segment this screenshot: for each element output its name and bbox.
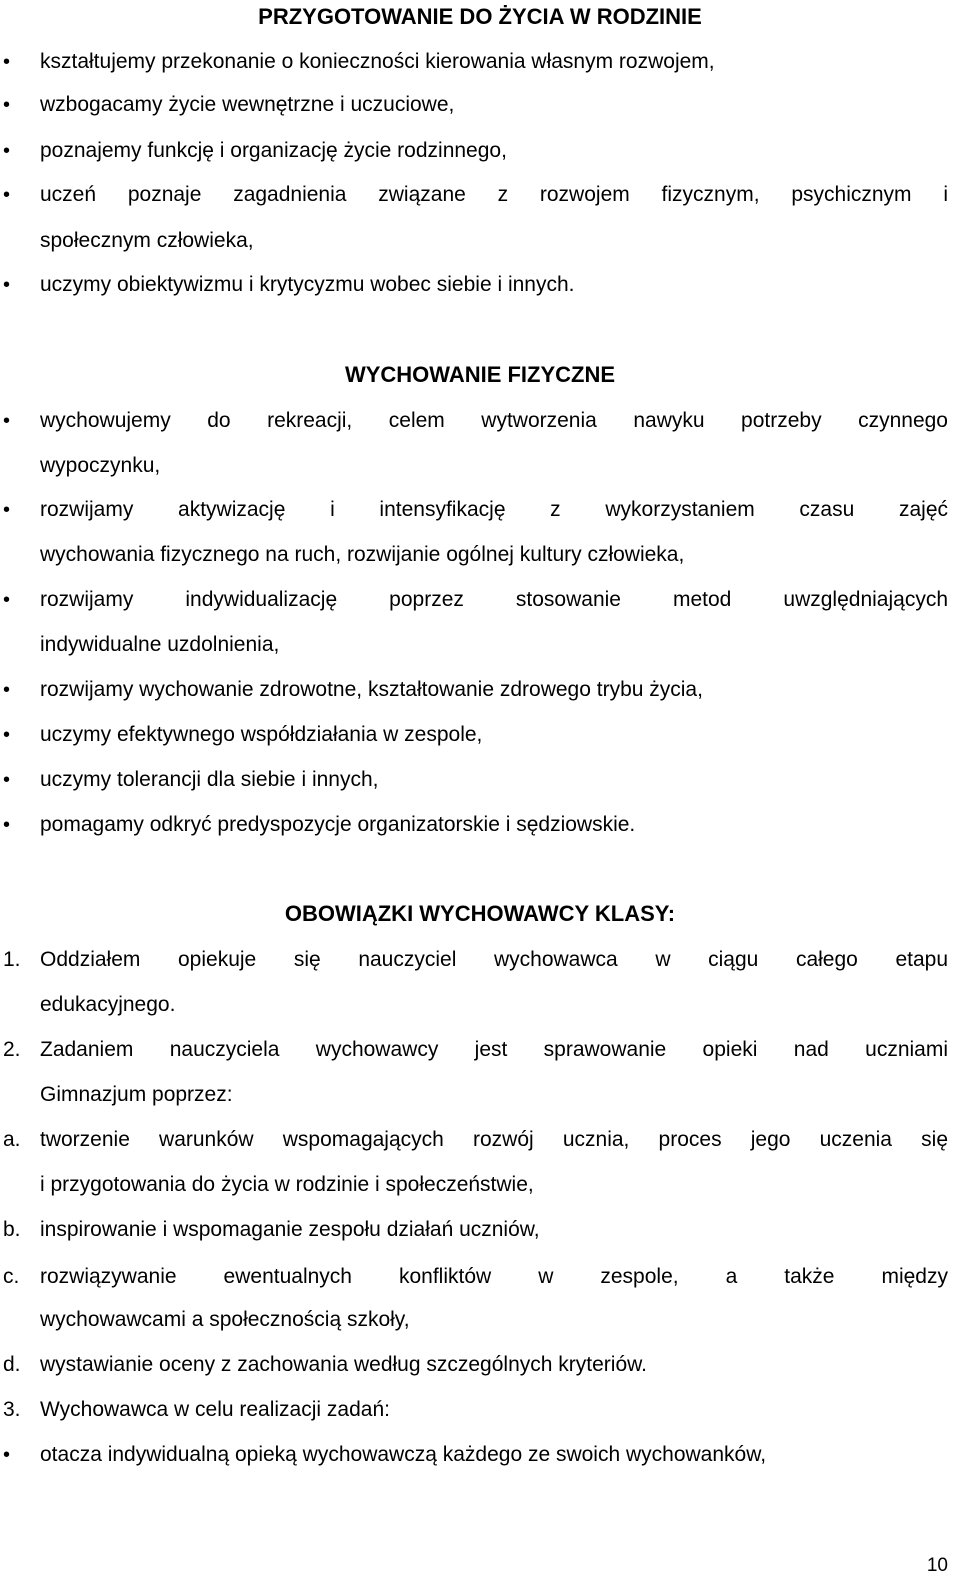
lettered-item-continuation: wychowawcami a społecznością szkoły,: [40, 1308, 410, 1331]
lettered-item-continuation: i przygotowania do życia w rodzinie i społeczeństwie,: [40, 1173, 534, 1196]
list-item: poznajemy funkcję i organizację życie rodzinnego,: [40, 139, 507, 162]
bullet-icon: •: [3, 184, 11, 206]
list-item: rozwijamy aktywizację i intensyfikację z wykorzystaniem czasu zajęć: [40, 498, 948, 521]
list-item-continuation: wypoczynku,: [40, 454, 161, 477]
list-item: otacza indywidualną opieką wychowawczą każdego ze swoich wychowanków,: [40, 1443, 767, 1466]
lettered-item: wystawianie oceny z zachowania według szczególnych kryteriów.: [40, 1353, 647, 1376]
bullet-icon: •: [3, 679, 11, 701]
list-item: rozwijamy wychowanie zdrowotne, kształtowanie zdrowego trybu życia,: [40, 678, 703, 701]
bullet-icon: •: [3, 589, 11, 611]
bullet-icon: •: [3, 1444, 11, 1466]
list-item: uczymy obiektywizmu i krytycyzmu wobec siebie i innych.: [40, 273, 575, 296]
list-item: uczymy efektywnego współdziałania w zespole,: [40, 723, 483, 746]
list-item: kształtujemy przekonanie o konieczności kierowania własnym rozwojem,: [40, 50, 715, 73]
list-marker: 2.: [3, 1038, 21, 1061]
numbered-item-continuation: edukacyjnego.: [40, 993, 176, 1016]
list-item: wychowujemy do rekreacji, celem wytworzenia nawyku potrzeby czynnego: [40, 409, 948, 432]
list-marker: c.: [3, 1265, 20, 1288]
bullet-icon: •: [3, 724, 11, 746]
section-title-wychowanie-fizyczne: WYCHOWANIE FIZYCZNE: [344, 362, 616, 387]
bullet-icon: •: [3, 499, 11, 521]
list-marker: d.: [3, 1353, 21, 1376]
list-marker: 1.: [3, 948, 21, 971]
list-item-continuation: społecznym człowieka,: [40, 229, 254, 252]
list-marker: a.: [3, 1128, 21, 1151]
bullet-icon: •: [3, 51, 11, 73]
bullet-icon: •: [3, 274, 11, 296]
bullet-icon: •: [3, 769, 11, 791]
section-title-obowiazki: OBOWIĄZKI WYCHOWAWCY KLASY:: [284, 901, 676, 926]
bullet-icon: •: [3, 94, 11, 116]
list-marker: 3.: [3, 1398, 21, 1421]
list-marker: b.: [3, 1218, 21, 1241]
list-item-continuation: wychowania fizycznego na ruch, rozwijanie ogólnej kultury człowieka,: [40, 543, 685, 566]
bullet-icon: •: [3, 140, 11, 162]
list-item: uczeń poznaje zagadnienia związane z rozwojem fizycznym, psychicznym i: [40, 183, 948, 206]
list-item: wzbogacamy życie wewnętrzne i uczuciowe,: [40, 93, 455, 116]
lettered-item: tworzenie warunków wspomagających rozwój ucznia, proces jego uczenia się: [40, 1128, 948, 1151]
bullet-icon: •: [3, 814, 11, 836]
lettered-item: inspirowanie i wspomaganie zespołu działań uczniów,: [40, 1218, 540, 1241]
list-item-continuation: indywidualne uzdolnienia,: [40, 633, 280, 656]
section-title-przygotowanie: PRZYGOTOWANIE DO ŻYCIA W RODZINIE: [258, 4, 702, 29]
lettered-item: rozwiązywanie ewentualnych konfliktów w zespole, a także między: [40, 1265, 948, 1288]
list-item: pomagamy odkryć predyspozycje organizatorskie i sędziowskie.: [40, 813, 636, 836]
numbered-item: Oddziałem opiekuje się nauczyciel wychowawca w ciągu całego etapu: [40, 948, 948, 971]
list-item: uczymy tolerancji dla siebie i innych,: [40, 768, 379, 791]
list-item: rozwijamy indywidualizację poprzez stosowanie metod uwzględniających: [40, 588, 948, 611]
numbered-item: Wychowawca w celu realizacji zadań:: [40, 1398, 390, 1421]
page-number: 10: [926, 1555, 948, 1576]
numbered-item: Zadaniem nauczyciela wychowawcy jest sprawowanie opieki nad uczniami: [40, 1038, 948, 1061]
numbered-item-continuation: Gimnazjum poprzez:: [40, 1083, 233, 1106]
bullet-icon: •: [3, 410, 11, 432]
